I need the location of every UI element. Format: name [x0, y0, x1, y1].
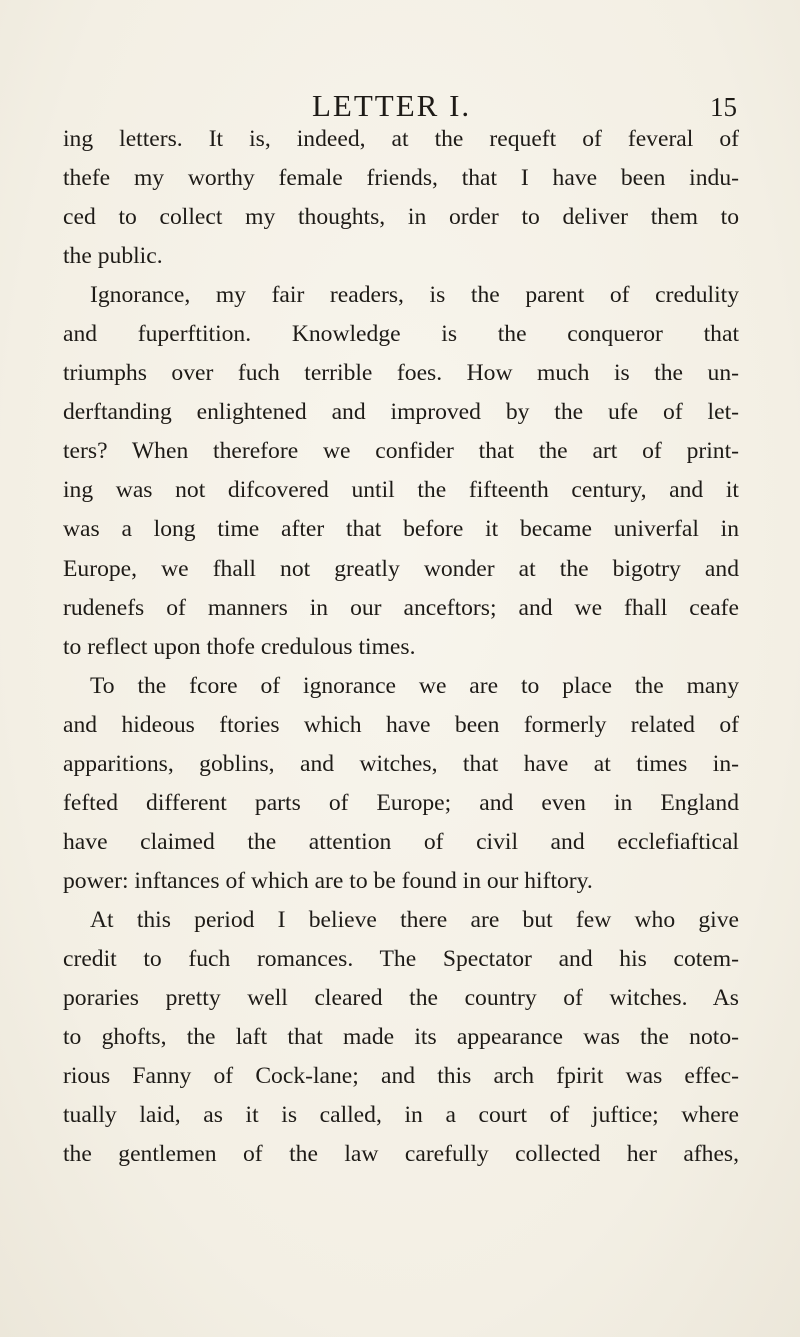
text-line: triumphs over fuch terrible foes. How much is the un-: [63, 360, 739, 387]
text-line: and fuperftition. Knowledge is the conqueror that: [63, 321, 739, 348]
text-line: was a long time after that before it became univerfal in: [63, 516, 739, 543]
text-line: poraries pretty well cleared the country of witches. As: [63, 985, 739, 1012]
paragraph-start-line: At this period I believe there are but few who give: [90, 906, 739, 933]
text-line: Europe, we fhall not greatly wonder at the bigotry and: [63, 555, 739, 582]
text-line: and hideous ftories which have been formerly related of: [63, 711, 739, 738]
text-line: to reflect upon thofe credulous times.: [63, 633, 416, 660]
text-line: the public.: [63, 243, 163, 270]
text-line: fefted different parts of Europe; and even in England: [63, 789, 739, 816]
text-line: tually laid, as it is called, in a court of juftice; where: [63, 1102, 739, 1129]
text-line: apparitions, goblins, and witches, that have at times in-: [63, 750, 739, 777]
page-number: 15: [710, 92, 737, 122]
text-line: to ghofts, the laft that made its appearance was the noto-: [63, 1024, 739, 1051]
text-line: ing letters. It is, indeed, at the requeft of feveral of: [63, 126, 739, 152]
body-text: [63, 120, 739, 1174]
text-line: power: inftances of which are to be found in our hiftory.: [63, 867, 593, 894]
text-line: thefe my worthy female friends, that I have been indu-: [63, 165, 739, 192]
text-line: rudenefs of manners in our anceftors; and we fhall ceafe: [63, 594, 739, 621]
text-line: the gentlemen of the law carefully collected her afhes,: [63, 1141, 739, 1168]
text-line: credit to fuch romances. The Spectator and his cotem-: [63, 945, 739, 972]
text-line: rious Fanny of Cock-lane; and this arch fpirit was effec-: [63, 1063, 739, 1090]
text-line: derftanding enlightened and improved by the ufe of let-: [63, 399, 739, 426]
text-line: ing was not difcovered until the fifteenth century, and it: [63, 477, 739, 504]
text-line: have claimed the attention of civil and ecclefiaftical: [63, 828, 739, 855]
text-line: ced to collect my thoughts, in order to deliver them to: [63, 204, 739, 231]
text-line: ters? When therefore we confider that the art of print-: [63, 438, 739, 465]
paragraph-start-line: Ignorance, my fair readers, is the parent of credulity: [90, 282, 739, 309]
paragraph-start-line: To the fcore of ignorance we are to place the many: [90, 672, 739, 699]
running-head: LETTER I.: [312, 88, 472, 123]
